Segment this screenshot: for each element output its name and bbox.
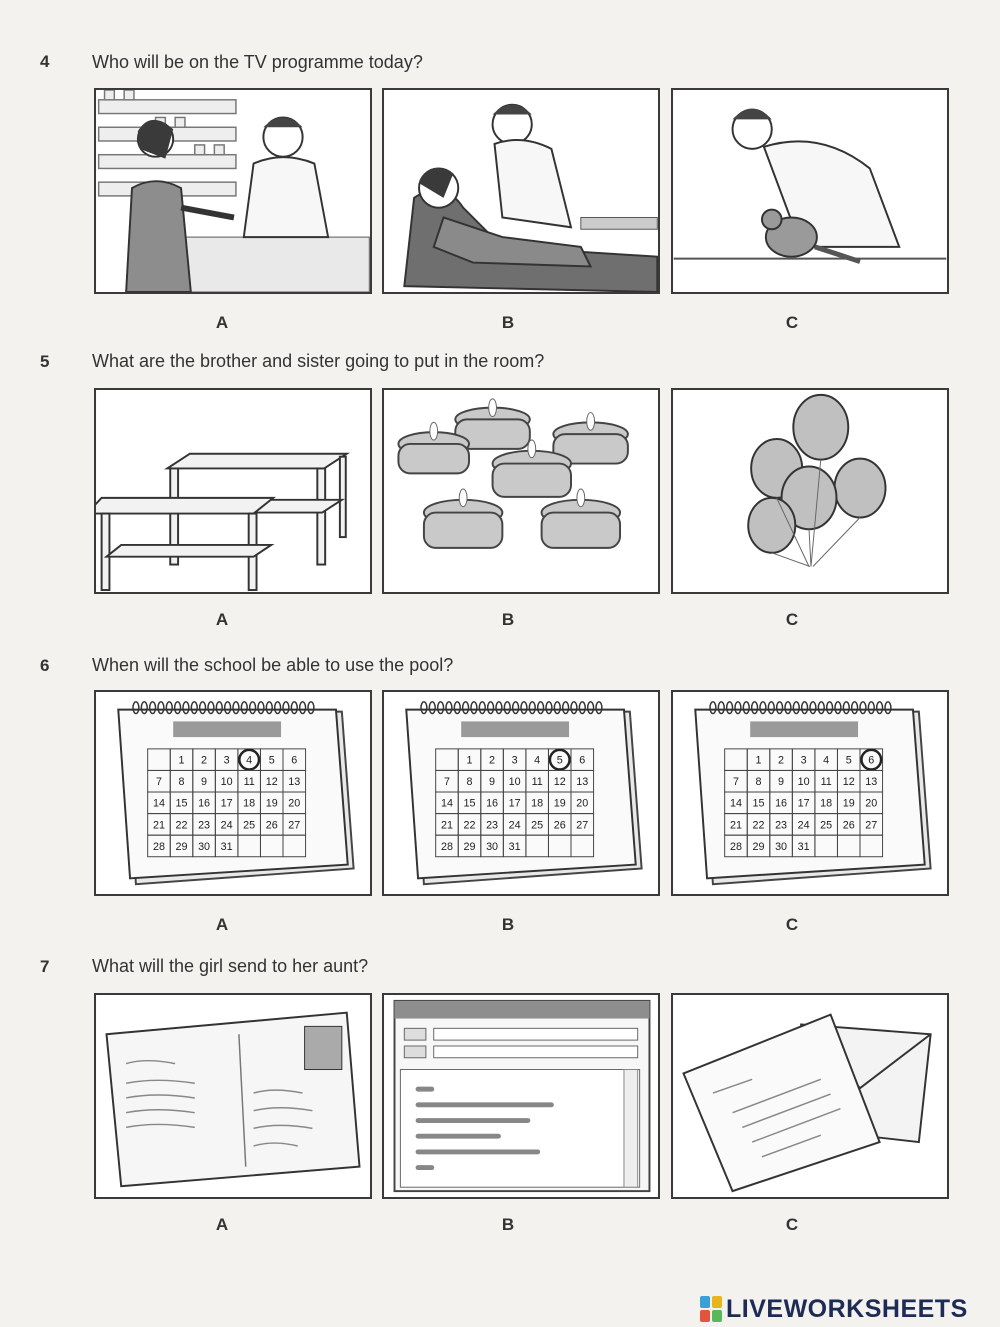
calendar-day: 25 <box>820 819 833 832</box>
question-number: 7 <box>40 957 50 976</box>
calendar-day: 13 <box>576 776 589 789</box>
option-c-letter-picture[interactable] <box>671 993 949 1199</box>
calendar-day: 31 <box>220 840 233 853</box>
calendar-day: 12 <box>842 776 855 789</box>
calendar-day: 28 <box>729 840 742 853</box>
option-label-a: A <box>215 313 229 332</box>
calendar-day: 3 <box>511 754 518 767</box>
calendar-day: 30 <box>775 840 788 853</box>
calendar-illustration <box>96 692 370 894</box>
calendar-day: 22 <box>175 819 188 832</box>
option-label-b: B <box>501 1215 515 1234</box>
calendar-day: 5 <box>845 754 852 767</box>
option-a-pharmacist-picture[interactable] <box>94 88 372 294</box>
calendar-day: 21 <box>440 819 453 832</box>
calendar-day: 13 <box>865 776 878 789</box>
calendar-day: 9 <box>489 776 496 789</box>
calendar-day: 30 <box>198 840 211 853</box>
calendar-day: 10 <box>508 776 521 789</box>
calendar-day: 26 <box>265 819 278 832</box>
calendar-day: 14 <box>729 797 742 810</box>
option-label-b: B <box>501 313 515 332</box>
calendar-day: 16 <box>198 797 211 810</box>
option-b-dentist-picture[interactable] <box>382 88 660 294</box>
calendar-day: 27 <box>576 819 589 832</box>
calendar-day: 18 <box>243 797 256 810</box>
calendar-day: 30 <box>486 840 499 853</box>
calendar-day: 15 <box>752 797 765 810</box>
calendar-day: 20 <box>288 797 301 810</box>
balloons-illustration <box>673 390 947 592</box>
calendar-day: 10 <box>797 776 810 789</box>
calendar-day: 6 <box>868 754 875 767</box>
logo-square <box>712 1296 722 1308</box>
calendar-day: 13 <box>288 776 301 789</box>
email-illustration <box>384 995 658 1197</box>
option-b-calendar-picture[interactable] <box>382 690 660 896</box>
calendar-day: 26 <box>842 819 855 832</box>
postcard-illustration <box>96 995 370 1197</box>
option-a-calendar-picture[interactable] <box>94 690 372 896</box>
calendar-day: 16 <box>486 797 499 810</box>
question-text: What will the girl send to her aunt? <box>92 956 369 976</box>
calendar-day: 12 <box>265 776 278 789</box>
option-a-tables-picture[interactable] <box>94 388 372 594</box>
dentist-illustration <box>384 90 658 292</box>
calendar-day: 1 <box>755 754 762 767</box>
logo-square <box>700 1310 710 1322</box>
calendar-day: 15 <box>463 797 476 810</box>
calendar-day: 3 <box>223 754 230 767</box>
tables-illustration <box>96 390 370 592</box>
option-label-b: B <box>501 610 515 629</box>
calendar-day: 6 <box>579 754 586 767</box>
calendar-day: 16 <box>775 797 788 810</box>
question-text: What are the brother and sister going to put in the room? <box>92 351 545 371</box>
vet-illustration <box>673 90 947 292</box>
liveworksheets-icon <box>700 1296 722 1322</box>
calendar-day: 4 <box>534 754 541 767</box>
calendar-day: 23 <box>486 819 499 832</box>
calendar-day: 11 <box>243 776 255 789</box>
question-number: 4 <box>40 52 50 71</box>
calendar-day: 26 <box>553 819 566 832</box>
calendar-day: 5 <box>268 754 275 767</box>
calendar-day: 1 <box>466 754 473 767</box>
calendar-day: 4 <box>246 754 253 767</box>
option-label-c: C <box>785 915 799 934</box>
calendar-day: 1 <box>178 754 185 767</box>
calendar-day: 22 <box>463 819 476 832</box>
logo-square <box>712 1310 722 1322</box>
calendar-day: 11 <box>531 776 543 789</box>
calendar-illustration <box>673 692 947 894</box>
calendar-day: 11 <box>820 776 832 789</box>
option-b-email-picture[interactable] <box>382 993 660 1199</box>
calendar-day: 28 <box>440 840 453 853</box>
calendar-day: 17 <box>797 797 810 810</box>
calendar-day: 19 <box>553 797 566 810</box>
option-label-c: C <box>785 610 799 629</box>
calendar-day: 21 <box>152 819 165 832</box>
calendar-day: 31 <box>797 840 810 853</box>
option-label-c: C <box>785 1215 799 1234</box>
calendar-day: 7 <box>443 776 450 789</box>
calendar-day: 2 <box>489 754 496 767</box>
calendar-day: 24 <box>220 819 233 832</box>
calendar-day: 28 <box>152 840 165 853</box>
liveworksheets-logo[interactable] <box>700 1294 968 1324</box>
calendar-day: 29 <box>463 840 476 853</box>
option-label-b: B <box>501 915 515 934</box>
calendar-day: 4 <box>823 754 830 767</box>
calendar-day: 29 <box>175 840 188 853</box>
question-text: Who will be on the TV programme today? <box>92 52 423 72</box>
calendar-day: 27 <box>288 819 301 832</box>
calendar-day: 14 <box>440 797 453 810</box>
calendar-day: 8 <box>755 776 762 789</box>
calendar-day: 7 <box>155 776 162 789</box>
calendar-day: 2 <box>778 754 785 767</box>
calendar-day: 15 <box>175 797 188 810</box>
option-b-candles-picture[interactable] <box>382 388 660 594</box>
option-c-balloons-picture[interactable] <box>671 388 949 594</box>
option-label-c: C <box>785 313 799 332</box>
pharmacist-illustration <box>96 90 370 292</box>
calendar-day: 2 <box>201 754 208 767</box>
candles-illustration <box>384 390 658 592</box>
calendar-day: 25 <box>243 819 256 832</box>
calendar-day: 21 <box>729 819 742 832</box>
logo-square <box>700 1296 710 1308</box>
calendar-day: 6 <box>291 754 298 767</box>
calendar-day: 25 <box>531 819 544 832</box>
calendar-day: 29 <box>752 840 765 853</box>
question-number: 5 <box>40 352 50 371</box>
calendar-day: 20 <box>865 797 878 810</box>
option-a-postcard-picture[interactable] <box>94 993 372 1199</box>
calendar-day: 8 <box>178 776 185 789</box>
calendar-day: 23 <box>198 819 211 832</box>
calendar-day: 5 <box>556 754 563 767</box>
calendar-day: 20 <box>576 797 589 810</box>
calendar-day: 27 <box>865 819 878 832</box>
option-c-vet-picture[interactable] <box>671 88 949 294</box>
calendar-day: 19 <box>265 797 278 810</box>
letter-illustration <box>673 995 947 1197</box>
calendar-day: 3 <box>800 754 807 767</box>
calendar-day: 19 <box>842 797 855 810</box>
calendar-day: 23 <box>775 819 788 832</box>
calendar-day: 24 <box>797 819 810 832</box>
calendar-day: 9 <box>778 776 785 789</box>
calendar-day: 17 <box>220 797 233 810</box>
option-label-a: A <box>215 610 229 629</box>
calendar-day: 31 <box>508 840 521 853</box>
option-label-a: A <box>215 915 229 934</box>
calendar-day: 9 <box>201 776 208 789</box>
calendar-day: 18 <box>820 797 833 810</box>
brand-name: LIVEWORKSHEETS <box>726 1294 968 1323</box>
calendar-day: 17 <box>508 797 521 810</box>
question-text: When will the school be able to use the pool? <box>92 655 454 675</box>
calendar-illustration <box>384 692 658 894</box>
calendar-day: 7 <box>732 776 739 789</box>
calendar-day: 12 <box>553 776 566 789</box>
calendar-day: 8 <box>466 776 473 789</box>
calendar-day: 10 <box>220 776 233 789</box>
calendar-day: 22 <box>752 819 765 832</box>
calendar-day: 14 <box>152 797 165 810</box>
calendar-day: 18 <box>531 797 544 810</box>
option-label-a: A <box>215 1215 229 1234</box>
calendar-day: 24 <box>508 819 521 832</box>
option-c-calendar-picture[interactable] <box>671 690 949 896</box>
question-number: 6 <box>40 656 50 675</box>
